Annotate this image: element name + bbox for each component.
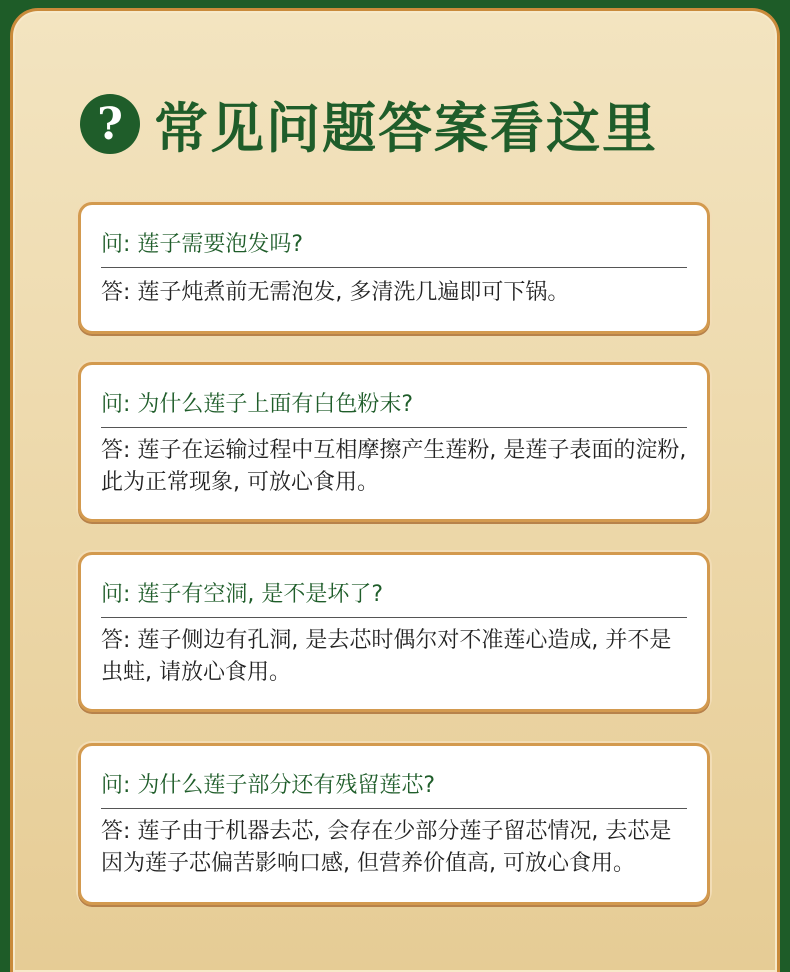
faq-card-4: [78, 743, 710, 905]
faq-card-1: [78, 202, 710, 334]
faq-divider: [101, 808, 687, 809]
faq-answer: 答: 莲子侧边有孔洞, 是去芯时偶尔对不准莲心造成, 并不是虫蛀, 请放心食用。: [101, 628, 672, 685]
faq-card-3: [78, 552, 710, 712]
faq-card-2: [78, 362, 710, 522]
page-header: [80, 92, 658, 160]
faq-question: 问: 为什么莲子上面有白色粉末?: [101, 392, 414, 417]
faq-answer: 答: 莲子在运输过程中互相摩擦产生莲粉, 是莲子表面的淀粉, 此为正常现象, 可放心食用。: [101, 438, 687, 495]
page-title: 常见问题答案看这里: [154, 96, 658, 160]
faq-question: 问: 莲子需要泡发吗?: [101, 232, 304, 257]
faq-question: 问: 为什么莲子部分还有残留莲芯?: [101, 773, 436, 798]
faq-answer: 答: 莲子由于机器去芯, 会存在少部分莲子留芯情况, 去芯是因为莲子芯偏苦影响口感, 但营养价值高, 可放心食用。: [101, 819, 672, 876]
faq-divider: [101, 617, 687, 618]
faq-divider: [101, 267, 687, 268]
faq-divider: [101, 427, 687, 428]
question-mark-icon: ?: [80, 94, 140, 154]
faq-answer: 答: 莲子炖煮前无需泡发, 多清洗几遍即可下锅。: [101, 280, 570, 305]
faq-question: 问: 莲子有空洞, 是不是坏了?: [101, 582, 384, 607]
